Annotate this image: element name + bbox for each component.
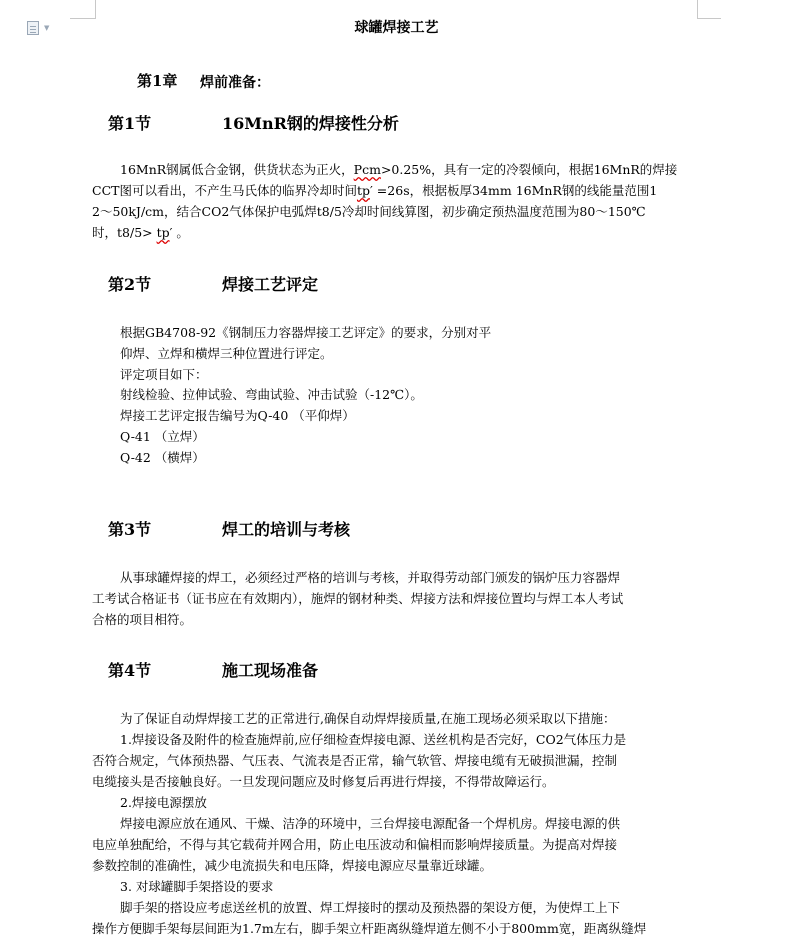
paragraph-line: 评定项目如下： <box>120 367 208 382</box>
paragraph-line: 焊接工艺评定报告编号为Q-40 （平仰焊） <box>120 408 355 423</box>
paragraph-line: 从事球罐焊接的焊工，必须经过严格的培训与考核，并取得劳动部门颁发的锅炉压力容器焊 <box>120 570 621 585</box>
paragraph-line: Q-41 （立焊） <box>120 429 205 444</box>
paragraph-line: 焊接电源应放在通风、干燥、洁净的环境中，三台焊接电源配备一个焊机房。焊接电源的供 <box>120 816 621 831</box>
chapter-number: 第1章 <box>137 72 178 90</box>
paragraph-line: 16MnR钢属低合金钢，供货状态为正火，Pcm>0.25%，具有一定的冷裂倾向，根据16MnR的焊接 <box>120 162 678 177</box>
page-title: 球罐焊接工艺 <box>354 20 439 36</box>
section-number: 第3节 <box>108 520 152 539</box>
section-number: 第1节 <box>108 114 152 133</box>
paragraph-line: 操作方便脚手架每层间距为1.7m左右，脚手架立杆距离纵缝焊道左侧不小于800mm宽，距离纵缝焊 <box>92 921 647 936</box>
section-title: 焊工的培训与考核 <box>222 520 351 539</box>
paragraph-line: 仰焊、立焊和横焊三种位置进行评定。 <box>120 346 333 361</box>
paragraph-line: 时，t8/5> tp′ 。 <box>92 225 189 240</box>
paragraph-line: 2～50kJ/cm，结合CO2气体保护电弧焊t8/5冷却时间线算图，初步确定预热温度范围为80～150℃ <box>92 204 646 219</box>
paragraph-line: 电缆接头是否接触良好。一旦发现问题应及时修复后再进行焊接，不得带故障运行。 <box>92 774 555 789</box>
paragraph-line: 合格的项目相符。 <box>92 612 193 627</box>
paragraph-line: 脚手架的搭设应考虑送丝机的放置、焊工焊接时的摆动及预热器的架设方便，为使焊工上下 <box>120 900 621 915</box>
chapter-title: 焊前准备： <box>200 75 270 91</box>
section-number: 第2节 <box>108 275 152 294</box>
paragraph-line: CCT图可以看出，不产生马氏体的临界冷却时间tp′ =26s，根据板厚34mm 16MnR钢的线能量范围1 <box>92 183 658 198</box>
paragraph-line: 1.焊接设备及附件的检查施焊前,应仔细检查焊接电源、送丝机构是否完好，CO2气体压力是 <box>120 732 627 747</box>
paragraph-line: Q-42 （横焊） <box>120 450 205 465</box>
paragraph-line: 2.焊接电源摆放 <box>120 795 207 810</box>
paragraph-line: 根据GB4708-92《钢制压力容器焊接工艺评定》的要求，分别对平 <box>120 325 492 340</box>
section-title: 焊接工艺评定 <box>222 275 319 294</box>
paragraph-line: 参数控制的准确性，减少电流损失和电压降，焊接电源应尽量靠近球罐。 <box>92 858 493 873</box>
paragraph-line: 3. 对球罐脚手架搭设的要求 <box>120 879 274 894</box>
section-title: 16MnR钢的焊接性分析 <box>222 114 399 133</box>
paragraph-line: 为了保证自动焊焊接工艺的正常进行,确保自动焊焊接质量,在施工现场必须采取以下措施： <box>120 711 616 726</box>
section-title: 施工现场准备 <box>222 661 319 680</box>
chevron-down-icon[interactable]: ▼ <box>44 24 50 32</box>
page-corner-mark <box>95 0 96 18</box>
paragraph-line: 射线检验、拉伸试验、弯曲试验、冲击试验（-12℃）。 <box>120 387 423 402</box>
page-corner-mark <box>697 0 698 18</box>
paragraph-line: 否符合规定，气体预热器、气压表、气流表是否正常，输气软管、焊接电缆有无破损泄漏，控制 <box>92 753 618 768</box>
paragraph-line: 工考试合格证书（证书应在有效期内），施焊的钢材种类、焊接方法和焊接位置均与焊工本人考试 <box>92 591 624 606</box>
paragraph-line: 电应单独配给，不得与其它载荷并网合用，防止电压波动和偏相而影响焊接质量。为提高对焊接 <box>92 837 618 852</box>
section-number: 第4节 <box>108 661 152 680</box>
